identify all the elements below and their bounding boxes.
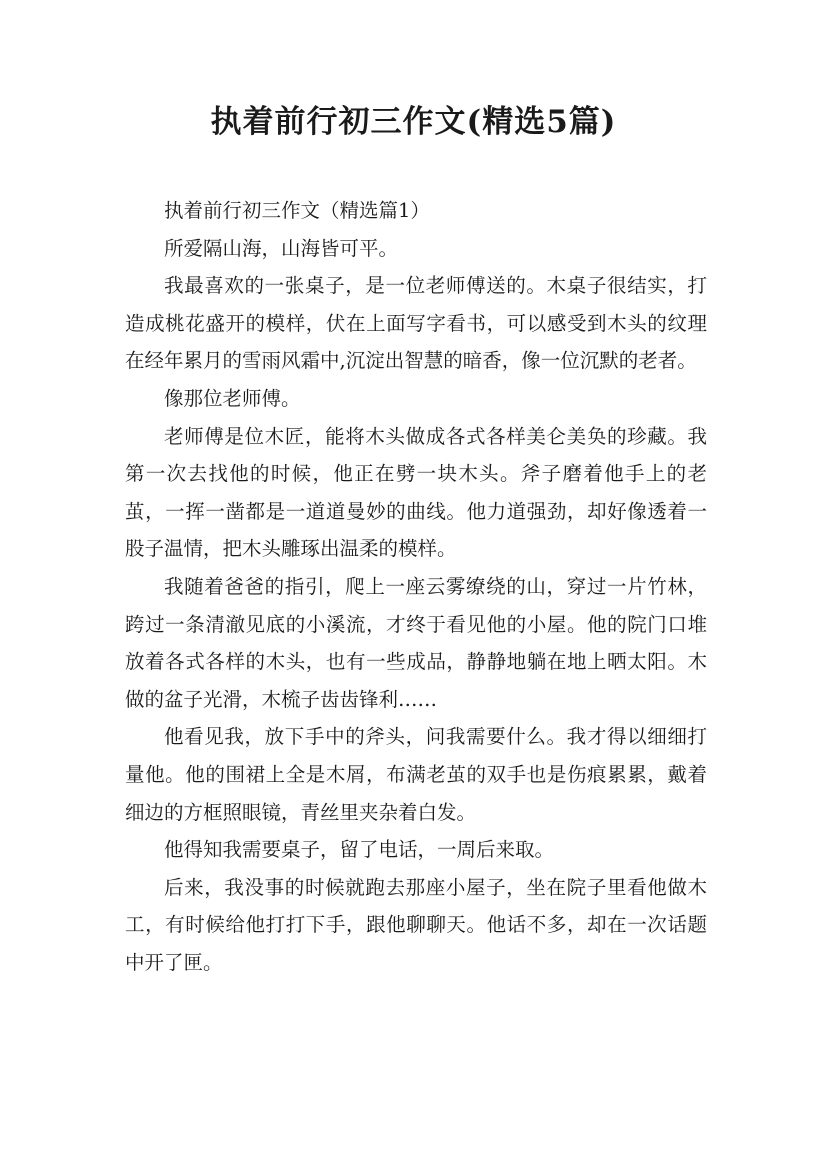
document-body: [125, 192, 707, 981]
paragraph: 所爱隔山海，山海皆可平。: [164, 236, 399, 260]
paragraph: 像那位老师傅。: [164, 386, 301, 410]
paragraph: 他得知我需要桌子，留了电话，一周后来取。: [164, 838, 555, 862]
paragraph: 我随着爸爸的指引，爬上一座云雾缭绕的山，穿过一片竹林，跨过一条清澈见底的小溪流，才终于看见他的小屋。他的院门口堆放着各式各样的木头，也有一些成品，静静地躺在地上晒太阳。木做的盆子光滑，木梳子齿齿锋利……: [125, 574, 707, 711]
paragraph-section-heading: 执着前行初三作文（精选篇1）: [164, 199, 430, 222]
paragraph: 后来，我没事的时候就跑去那座小屋子，坐在院子里看他做木工，有时候给他打打下手，跟他聊聊天。他话不多，却在一次话题中开了匣。: [125, 875, 707, 974]
document-title: 执着前行初三作文(精选5篇): [210, 104, 617, 140]
paragraph: 我最喜欢的一张桌子，是一位老师傅送的。木桌子很结实，打造成桃花盛开的模样，伏在上面写字看书，可以感受到木头的纹理在经年累月的雪雨风霜中,沉淀出智慧的暗香，像一位沉默的老者。: [125, 274, 707, 373]
paragraph: 他看见我，放下手中的斧头，问我需要什么。我才得以细细打量他。他的围裙上全是木屑，布满老茧的双手也是伤痕累累，戴着细边的方框照眼镜，青丝里夹杂着白发。: [125, 725, 707, 824]
paragraph: 老师傅是位木匠，能将木头做成各式各样美仑美奂的珍藏。我第一次去找他的时候，他正在劈一块木头。斧子磨着他手上的老茧，一挥一凿都是一道道曼妙的曲线。他力道强劲，却好像透着一股子温情，把木头雕琢出温柔的模样。: [125, 424, 707, 561]
